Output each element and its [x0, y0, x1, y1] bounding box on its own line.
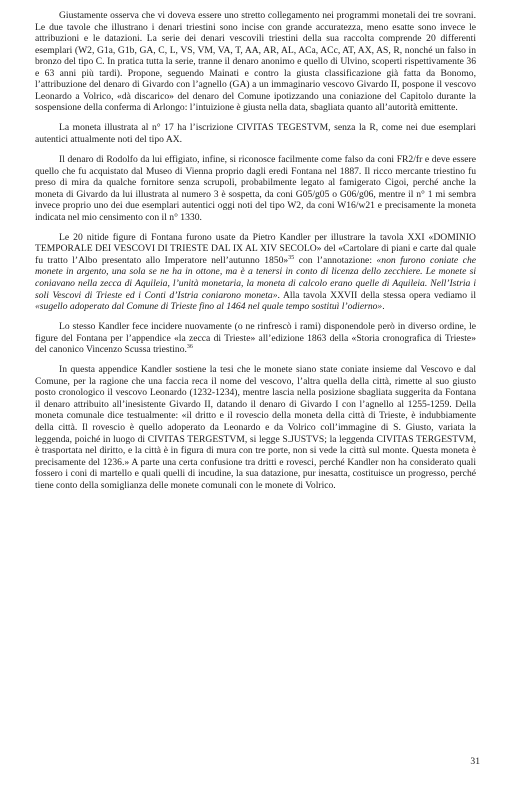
footnote-reference: 35 — [288, 254, 295, 261]
page-number: 31 — [470, 756, 480, 767]
paragraph-1 — [35, 10, 476, 114]
quoted-text: «non furono coniate che monete in argento, una sola se ne ha in ottone, ma è a tenersi in conto di licenza dello zecchiere. Le monete si coniavano nella zecca di Aquileia, l’unità monetaria, la moneta di calcolo erano quelle di Aquileia. Nell’Istria i soli Vescovi di Trieste ed i Conti d’Istria coniarono moneta» — [35, 254, 476, 301]
footnote-reference: 36 — [186, 344, 193, 351]
body-text — [35, 10, 476, 491]
paragraph-3 — [35, 154, 476, 223]
paragraph-2 — [35, 122, 476, 145]
paragraph-text: Il denaro di Rodolfo da lui effigiato, infine, si riconosce facilmente come falso da coni FR2/fr e deve essere quello che fu acquistato dal Museo di Vienna proprio dagli eredi Fontana nel 1887. Il ricco mercante triestino fu preso di mira da qualche fornitore senza scrupoli, probabilmente legato al famigerato Cigoi, perché anche la moneta di Givardo da lui illustrata al numero 3 è sospetta, da coni G05/g05 o G06/g06, mentre il n° 1 mi sembra invece proprio uno dei due esemplari autentici oggi noti del tipo W2, da coni W16/w21 e precisamente la moneta indicata nel mio censimento con il n° 1330. — [35, 154, 476, 223]
quoted-text: «sugello adoperato dal Comune di Trieste fino al 1464 nel quale tempo sostituì l’odierno» — [35, 301, 383, 313]
paragraph-4 — [35, 232, 476, 313]
paragraph-5 — [35, 321, 476, 356]
paragraph-6 — [35, 364, 476, 491]
paragraph-text: Lo stesso Kandler fece incidere nuovamente (o ne rinfrescò i rami) disponendole però in diverso ordine, le figure del Fontana per l’appendice «la zecca di Trieste» all’edizione 1863 della «Storia cronografica di Trieste» del canonico Vincenzo Scussa triestino. — [35, 321, 476, 356]
paragraph-text: Le 20 nitide figure di Fontana furono usate da Pietro Kandler per illustrare la tavola XXI «DOMINIO TEMPORALE DEI VESCOVI DI TRIESTE DAL IX AL XIV SECOLO» del «Cartolare di piani e carte dal quale fu tratto l’Albo presentato allo Imperatore nell’autunno 1850» — [35, 231, 476, 266]
paragraph-text: In questa appendice Kandler sostiene la tesi che le monete siano state coniate insieme dal Vescovo e dal Comune, per la ragione che una faccia reca il nome del vescovo, l’altra quella della città, rimette al suo giusto posto cronologico il vescovo Leonardo (1232-1234), mentre lascia nella posizione sbagliata suggerita da Fontana il denaro attribuito all’inesistente Givardo II, datando il denaro di Givardo I con l’agnello al 1255-1259. Della moneta comunale dice testualmente: «il dritto e il rovescio della moneta della città di Trieste, è indubbiamente della città. Il rovescio è quello adoperato da Leonardo e da Volrico coll’immagine di S. Giusto, variata la leggenda, poiché in luogo di CIVITAS TERGESTVM, si legge S.JUSTVS; la leggenda CIVITAS TERGESTVM, è trasportata nel diritto, e la città è in figura di mura con tre porte, non si vede la città sul monte. Questa moneta è precisamente del 1236.» A parte una certa confusione tra dritti e rovesci, perché Kandler non ha considerato quali fossero i coni di martello e quali quelli di incudine, la sua datazione, pur inesatta, costituisce un progresso, perché tiene conto della somiglianza delle monete comunali con le monete di Volrico. — [35, 364, 476, 491]
paragraph-text: . — [382, 301, 385, 313]
paragraph-text: La moneta illustrata al n° 17 ha l’iscrizione CIVITAS TEGESTVM, senza la R, come nei due esemplari autentici attualmente noti del tipo AX. — [35, 122, 476, 145]
paragraph-text: con l’annotazione: — [294, 254, 377, 266]
paragraph-text: Giustamente osserva che vi doveva essere uno stretto collegamento nei programmi monetali dei tre sovrani. Le due tavole che illustrano i denari triestini sono incise con grande accuratezza, meno esatte sono invece le attribuzioni e le datazioni. La serie dei denari vescovili triestini della sua raccolta comprende 20 differenti esemplari (W2, G1a, G1b, GA, C, L, VS, VM, VA, T, AA, AR, AL, ACa, ACc, AT, AX, AS, R, nonché un falso in bronzo del tipo C. In pratica tutta la serie, tranne il denaro anonimo e quello di Ulvino, scoperti rispettivamente 36 e 63 anni più tardi). Propone, seguendo Mainati e contro la giusta classificazione già fatta da Bonomo, l’attribuzione del denaro di Givardo con l’agnello (GA) a un immaginario vescovo Givardo II, pospone il vescovo Leonardo a Volrico, «dà discarico» del denaro del Comune ipotizzando una coniazione del Capitolo durante la sospensione della conferma di Arlongo: l’intuizione è giusta nella data, sbagliata quanto all’autorità emittente. — [35, 10, 476, 114]
paragraph-text: . Alla tavola XXVII della stessa opera vediamo il — [277, 289, 476, 301]
